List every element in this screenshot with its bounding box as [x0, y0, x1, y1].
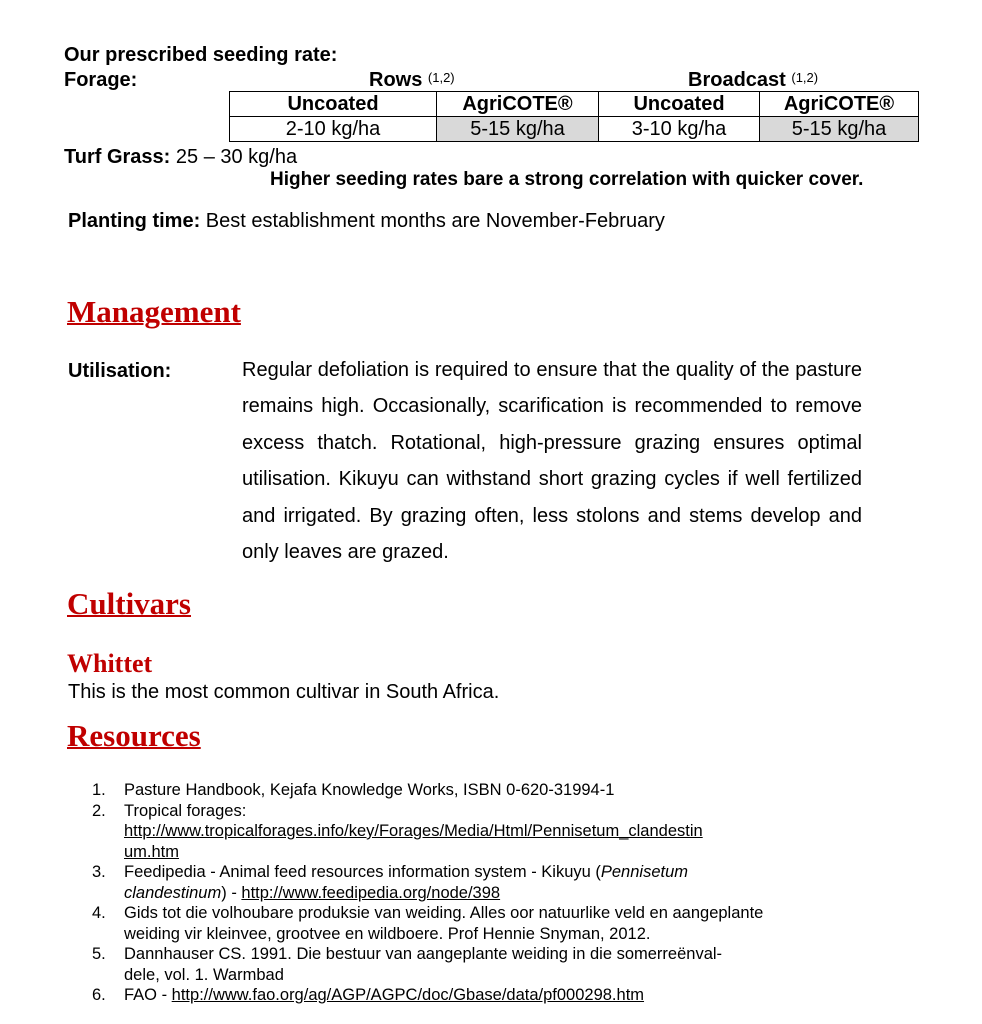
table-cell: 5-15 kg/ha	[437, 117, 599, 142]
planting-time-value: Best establishment months are November-February	[200, 210, 665, 232]
fao-link[interactable]: http://www.fao.org/ag/AGP/AGPC/doc/Gbase/data/pf000298.htm	[171, 986, 645, 1004]
table-cell: 2-10 kg/ha	[230, 117, 437, 142]
resources-heading: Resources	[67, 718, 201, 753]
rows-label: Rows	[369, 69, 423, 91]
list-item-number: 2.	[92, 801, 106, 820]
list-item	[86, 862, 826, 903]
list-item	[86, 944, 826, 985]
rows-superscript: (1,2)	[427, 70, 455, 85]
broadcast-label: Broadcast	[688, 69, 786, 91]
link-text[interactable]: um.htm	[124, 842, 180, 861]
table-header-cell: Uncoated	[230, 92, 437, 117]
planting-time-label: Planting time:	[68, 210, 201, 232]
list-item	[86, 801, 826, 863]
forage-label: Forage:	[64, 69, 138, 91]
list-item-number: 6.	[92, 986, 106, 1004]
utilisation-text: Regular defoliation is required to ensure that the quality of the pasture remains high. Occasionally, scarification is recommended to remove excess thatch. Rotational, high-pressure grazing ensures optimal utilisation. Kikuyu can withstand short grazing cycles if well fertilized and irrigated. By grazing often, less stolons and stems develop and only leaves are grazed.	[242, 359, 862, 564]
list-item	[86, 985, 826, 1006]
turf-grass-value: 25 – 30 kg/ha	[170, 146, 298, 168]
list-item	[86, 780, 826, 801]
table-header-cell: Uncoated	[599, 92, 760, 117]
list-item-text: Tropical forages:	[124, 801, 247, 820]
table-cell: 3-10 kg/ha	[599, 117, 760, 142]
feedipedia-link[interactable]: http://www.feedipedia.org/node/398	[241, 883, 501, 902]
cultivars-heading: Cultivars	[67, 586, 191, 621]
cultivar-name: Whittet	[67, 649, 153, 678]
list-item-text: weiding vir kleinvee, grootvee en wildboere. Prof Hennie Snyman, 2012.	[124, 924, 651, 943]
seeding-note: Higher seeding rates bare a strong correlation with quicker cover.	[270, 169, 864, 190]
italic-text: clandestinum	[124, 883, 222, 902]
tropical-forages-link[interactable]	[124, 822, 703, 861]
rows-header	[369, 68, 455, 92]
turf-grass-label: Turf Grass:	[64, 146, 171, 168]
link-text[interactable]: http://www.tropicalforages.info/key/Forages/Media/Html/Pennisetum_clandestin	[124, 822, 703, 840]
list-item-text: Feedipedia - Animal feed resources information system - Kikuyu (	[124, 863, 601, 881]
list-item-text: ) -	[221, 883, 242, 902]
list-item-number: 5.	[92, 945, 106, 963]
table-cell: 5-15 kg/ha	[760, 117, 919, 142]
broadcast-superscript: (1,2)	[791, 70, 819, 85]
broadcast-header	[688, 68, 818, 92]
table-header-cell: AgriCOTE®	[760, 92, 919, 117]
list-item-text: Pasture Handbook, Kejafa Knowledge Works, ISBN 0-620-31994-1	[124, 781, 615, 799]
table-row	[230, 117, 919, 142]
planting-time-line	[68, 209, 665, 233]
seeding-title: Our prescribed seeding rate:	[64, 44, 338, 66]
list-item-number: 3.	[92, 863, 106, 881]
list-item-text: dele, vol. 1. Warmbad	[124, 965, 284, 984]
list-item-text: Dannhauser CS. 1991. Die bestuur van aangeplante weiding in die somerreënval-	[124, 945, 723, 963]
list-item-number: 4.	[92, 904, 106, 922]
resources-list	[86, 780, 826, 1006]
turf-grass-line	[64, 145, 297, 169]
cultivar-description: This is the most common cultivar in South Africa.	[68, 681, 500, 703]
table-header-row	[230, 92, 919, 117]
list-item-text: FAO -	[124, 986, 172, 1004]
seeding-rate-table	[229, 91, 919, 142]
utilisation-label: Utilisation:	[68, 360, 172, 382]
italic-text: Pennisetum	[600, 863, 689, 881]
list-item-text: Gids tot die volhoubare produksie van weiding. Alles oor natuurlike veld en aangeplante	[124, 904, 764, 922]
table-header-cell: AgriCOTE®	[437, 92, 599, 117]
list-item-number: 1.	[92, 781, 106, 799]
list-item	[86, 903, 826, 944]
management-heading: Management	[67, 294, 241, 329]
